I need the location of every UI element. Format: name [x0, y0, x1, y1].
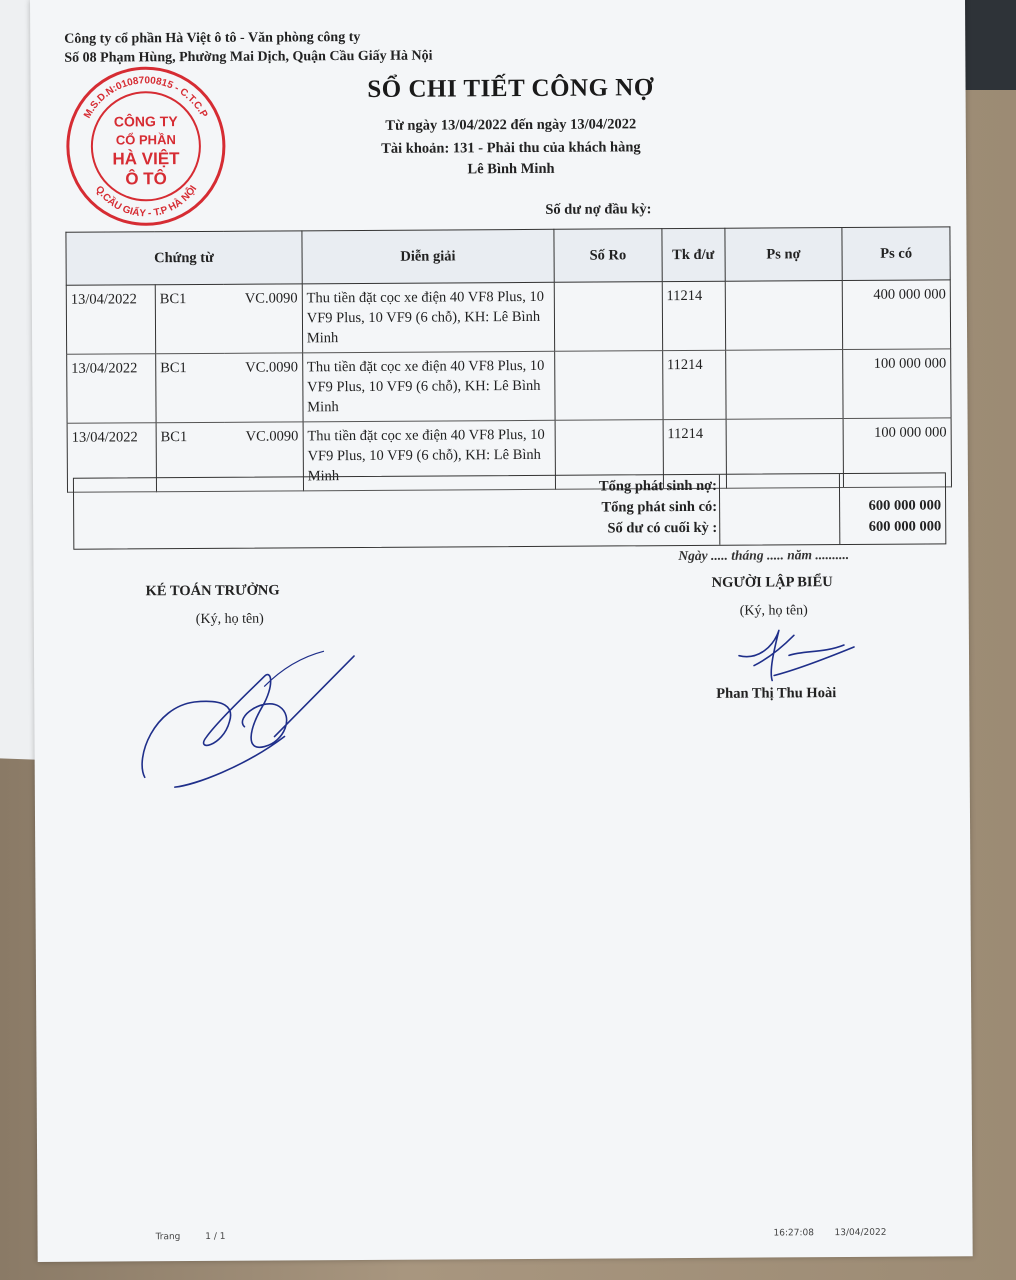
cell-date: 13/04/2022	[66, 285, 155, 355]
stamp-line-3: HÀ VIỆT	[112, 149, 180, 169]
header-so-ro: Số Ro	[554, 229, 662, 283]
cell-credit: 400 000 000	[842, 280, 950, 350]
cell-date: 13/04/2022	[67, 423, 156, 493]
chief-accountant-signature	[134, 646, 375, 797]
cell-code: VC.0090	[224, 284, 303, 353]
report-customer: Lê Bình Minh	[467, 160, 555, 178]
preparer-note: (Ký, họ tên)	[739, 603, 808, 619]
chief-accountant-note: (Ký, họ tên)	[195, 611, 264, 627]
ledger-table	[65, 226, 952, 492]
total-credit-label: Tổng phát sinh có:	[601, 498, 718, 516]
stamp-line-2: CỔ PHẦN	[115, 132, 176, 148]
cell-date: 13/04/2022	[67, 354, 156, 424]
cell-debit	[725, 350, 843, 420]
footer-date: 13/04/2022	[834, 1227, 887, 1239]
header-account: Tk đ/ư	[662, 228, 725, 281]
stamp-line-4: Ô TÔ	[125, 169, 167, 189]
table-row	[67, 349, 951, 423]
footer-page	[156, 1232, 226, 1242]
cell-description: Thu tiền đặt cọc xe điện 40 VF8 Plus, 10 VF9 Plus, 10 VF9 (6 chỗ), KH: Lê Bình Minh	[302, 282, 555, 353]
cell-description: Thu tiền đặt cọc xe điện 40 VF8 Plus, 10 VF9 Plus, 10 VF9 (6 chỗ), KH: Lê Bình Minh	[302, 351, 555, 422]
footer-page-value: 1 / 1	[205, 1231, 226, 1242]
header-debit: Ps nợ	[725, 228, 843, 282]
report-date-range: Từ ngày 13/04/2022 đến ngày 13/04/2022	[385, 116, 637, 134]
report-title: SỔ CHI TIẾT CÔNG NỢ	[367, 74, 654, 103]
cell-type: BC1	[155, 284, 224, 353]
closing-balance-label: Số dư có cuối kỳ :	[607, 519, 718, 537]
footer-page-label: Trang	[155, 1232, 181, 1243]
table-row	[66, 280, 950, 354]
date-fill-line: Ngày ..... tháng ..... năm ..........	[678, 547, 850, 564]
cell-description: Thu tiền đặt cọc xe điện 40 VF8 Plus, 10 VF9 Plus, 10 VF9 (6 chỗ), KH: Lê Bình Minh	[303, 420, 556, 491]
footer-time: 16:27:08	[773, 1228, 815, 1239]
preparer-title: NGƯỜI LẬP BIỂU	[711, 574, 833, 591]
cell-type: BC1	[156, 422, 225, 491]
totals-block	[73, 472, 946, 549]
opening-balance-label: Số dư nợ đầu kỳ:	[545, 201, 652, 218]
header-credit: Ps có	[842, 227, 950, 281]
total-debit-label: Tổng phát sinh nợ:	[598, 477, 718, 495]
closing-balance-value: 600 000 000	[868, 518, 942, 535]
company-name: Công ty cổ phần Hà Việt ô tô - Văn phòng công ty	[64, 29, 361, 47]
cell-account: 11214	[662, 350, 725, 419]
preparer-name: Phan Thị Thu Hoài	[716, 685, 837, 702]
stamp-ring-top: M.S.D.N:0108700815 - C.T.C.P	[82, 75, 210, 121]
cell-so-ro	[554, 282, 662, 352]
cell-code: VC.0090	[224, 422, 303, 491]
cell-debit	[725, 281, 843, 351]
chief-accountant-title: KÉ TOÁN TRƯỞNG	[145, 582, 280, 600]
cell-credit: 100 000 000	[843, 349, 951, 419]
cell-code: VC.0090	[224, 353, 303, 422]
document-page	[30, 0, 973, 1262]
cell-account: 11214	[663, 419, 726, 488]
preparer-signature	[734, 625, 864, 686]
cell-credit: 100 000 000	[843, 418, 951, 488]
header-description: Diễn giải	[302, 229, 555, 284]
stamp-ring-bottom: Q.CẦU GIẤY - T.P HÀ NỘI	[92, 183, 200, 220]
header-voucher: Chứng từ	[66, 231, 302, 285]
cell-so-ro	[555, 351, 663, 421]
cell-type: BC1	[156, 353, 225, 422]
total-debit-value	[841, 476, 941, 477]
cell-account: 11214	[662, 281, 725, 350]
stamp-line-1: CÔNG TY	[113, 113, 178, 130]
company-address: Số 08 Phạm Hùng, Phường Mai Dịch, Quận Cầu Giấy Hà Nội	[64, 48, 433, 66]
total-credit-value: 600 000 000	[868, 497, 942, 514]
report-account: Tài khoản: 131 - Phải thu của khách hàng	[381, 139, 641, 157]
company-stamp	[60, 61, 231, 232]
